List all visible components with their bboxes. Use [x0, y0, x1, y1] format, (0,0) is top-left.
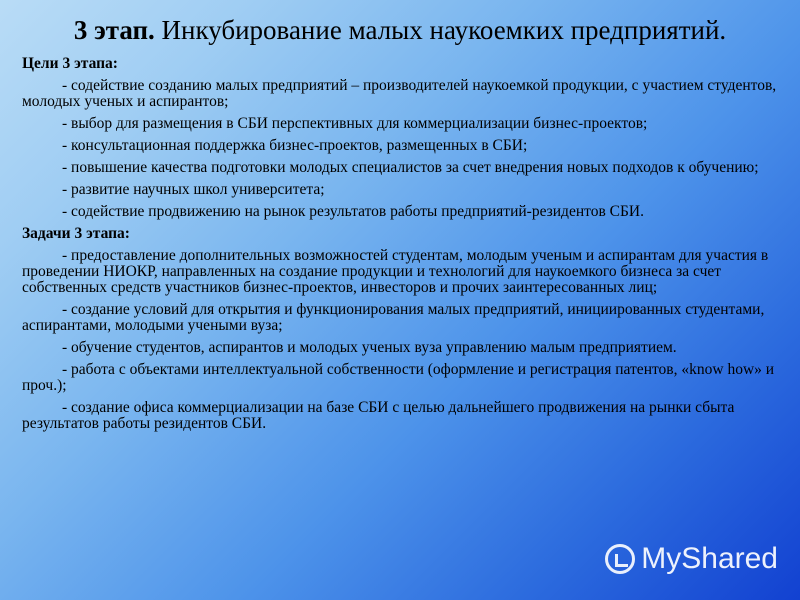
goal-item: - повышение качества подготовки молодых специалистов за счет внедрения новых подходов к обучению;: [62, 159, 759, 176]
task-item: - работа с объектами интеллектуальной собственности (оформление и регистрация патентов, «know how» и проч.);: [22, 361, 775, 394]
watermark-text: MyShared: [641, 542, 778, 575]
slide-title: [0, 14, 800, 46]
myshared-watermark: [605, 544, 778, 574]
slide-content: [22, 56, 782, 438]
goal-item: - содействие созданию малых предприятий – производителей наукоемкой продукции, с участием студентов, молодых ученых и аспирантов;: [22, 77, 777, 110]
task-item: - создание офиса коммерциализации на базе СБИ с целью дальнейшего продвижения на рынки сбыта результатов работы резидентов СБИ.: [22, 399, 735, 432]
myshared-logo-icon: [605, 544, 635, 574]
goals-heading: Цели 3 этапа:: [22, 55, 118, 72]
task-item: - обучение студентов, аспирантов и молодых ученых вуза управлению малым предприятием.: [62, 339, 677, 356]
goal-item: - выбор для размещения в СБИ перспективных для коммерциализации бизнес-проектов;: [62, 115, 648, 132]
goal-item: - развитие научных школ университета;: [62, 181, 325, 198]
task-item: - создание условий для открытия и функционирования малых предприятий, инициированных студентами, аспирантами, молодыми учеными вуза;: [22, 301, 765, 334]
title-stage: 3 этап.: [73, 15, 155, 45]
goal-item: - консультационная поддержка бизнес-проектов, размещенных в СБИ;: [62, 137, 528, 154]
tasks-heading: Задачи 3 этапа:: [22, 225, 130, 242]
task-item: - предоставление дополнительных возможностей студентам, молодым ученым и аспирантам для участия в проведении НИОКР, направленных на создание продукции и технологий для наукоемкого бизнеса за счет собственных средств участников бизнес-проектов, инвесторов и прочих заинтересованных лиц;: [22, 247, 769, 296]
goal-item: - содействие продвижению на рынок результатов работы предприятий-резидентов СБИ.: [62, 203, 644, 220]
title-text: Инкубирование малых наукоемких предприятий.: [161, 15, 727, 45]
